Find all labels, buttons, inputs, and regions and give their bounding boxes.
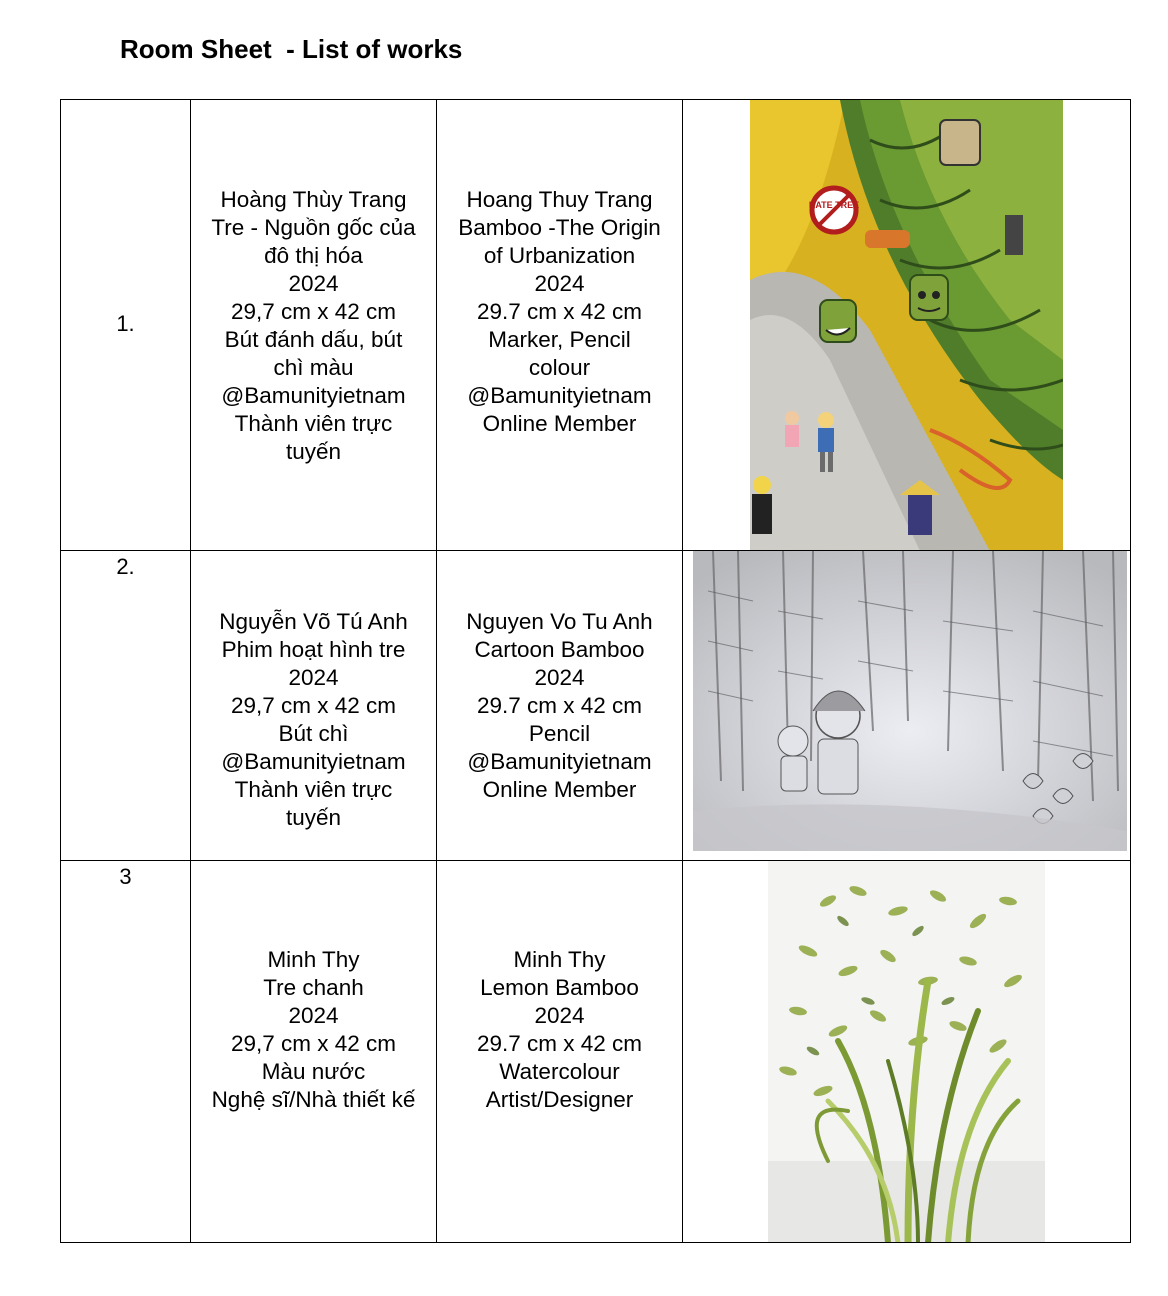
caption-line: Marker, Pencil [488,327,631,352]
caption-line: Bamboo -The Origin [458,215,661,240]
watercolour-bamboo-painting [768,861,1045,1243]
caption-line: đô thị hóa [264,243,363,268]
artwork-image-cell [683,100,1131,551]
caption-line: Hoang Thuy Trang [466,187,653,212]
vietnamese-caption [191,551,437,861]
english-caption [437,861,683,1243]
caption-line: Hoàng Thùy Trang [220,187,407,212]
caption-line: chì màu [273,355,354,380]
work-number-cell [61,100,191,551]
caption-line: 2024 [534,665,585,690]
work-number: 1. [116,311,135,336]
sign-text: HATE TREE [808,200,860,210]
artwork-image-cell [683,861,1131,1243]
caption-line: Nguyễn Võ Tú Anh [219,609,408,634]
caption-line: Minh Thy [267,947,360,972]
work-number-cell [61,551,191,861]
caption-line: colour [528,355,591,380]
caption-line: 2024 [534,271,585,296]
artwork-image-cell [683,551,1131,861]
caption-line: 2024 [288,665,339,690]
work-number: 3 [119,864,132,889]
english-caption [437,100,683,551]
page-title: Room Sheet - List of works [120,34,463,64]
caption-line: @Bamunityietnam [467,749,652,774]
table-row [61,861,1131,1243]
caption-line: 29.7 cm x 42 cm [476,1031,643,1056]
caption-line: Minh Thy [513,947,606,972]
caption-line: of Urbanization [483,243,636,268]
vietnamese-caption [191,861,437,1243]
caption-line: Màu nước [261,1059,366,1084]
vietnamese-caption [191,100,437,551]
caption-line: 29.7 cm x 42 cm [476,693,643,718]
caption-line: Bút đánh dấu, bút [224,327,403,352]
caption-line: Phim hoạt hình tre [221,637,406,662]
table-row [61,100,1131,551]
caption-line: Online Member [482,411,637,436]
caption-line: 29,7 cm x 42 cm [230,299,397,324]
caption-line: Nguyen Vo Tu Anh [466,609,653,634]
caption-line: 2024 [288,1003,339,1028]
caption-line: Watercolour [499,1059,620,1084]
caption-line: Thành viên trực [234,777,393,802]
caption-line: Lemon Bamboo [480,975,639,1000]
caption-line: @Bamunityietnam [221,749,406,774]
caption-line: Thành viên trực [234,411,393,436]
pencil-bamboo-drawing [693,551,1127,851]
caption-line: Tre - Nguồn gốc của [211,215,416,240]
caption-line: Cartoon Bamboo [474,637,645,662]
caption-line: Bút chì [278,721,349,746]
caption-line: 29,7 cm x 42 cm [230,1031,397,1056]
caption-line: 2024 [534,1003,585,1028]
caption-line: Artist/Designer [485,1087,634,1112]
caption-line: @Bamunityietnam [467,383,652,408]
caption-line: Tre chanh [263,975,364,1000]
caption-line: tuyến [285,805,342,830]
caption-line: 29.7 cm x 42 cm [476,299,643,324]
work-number-cell [61,861,191,1243]
work-number: 2. [116,554,135,579]
caption-line: 29,7 cm x 42 cm [230,693,397,718]
english-caption [437,551,683,861]
caption-line: Pencil [528,721,591,746]
caption-line: @Bamunityietnam [221,383,406,408]
works-table [60,99,1131,1243]
bamboo-city-painting [750,100,1063,551]
caption-line: 2024 [288,271,339,296]
table-row [61,551,1131,861]
caption-line: tuyến [285,439,342,464]
caption-line: Online Member [482,777,637,802]
caption-line: Nghệ sĩ/Nhà thiết kế [211,1087,416,1112]
